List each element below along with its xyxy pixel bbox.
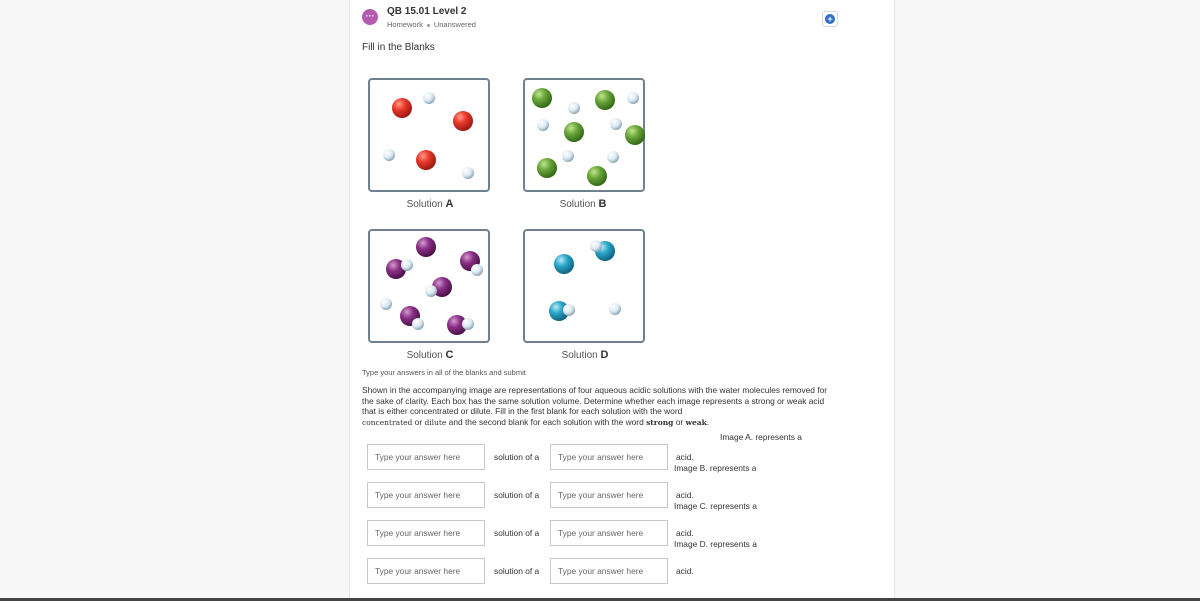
answer-c-concentration-input[interactable] <box>367 520 485 546</box>
acid-anion-sphere <box>587 166 607 186</box>
hydronium-sphere <box>537 119 549 131</box>
acid-anion-sphere <box>392 98 412 118</box>
row-a-suffix: acid. <box>676 452 694 462</box>
hydronium-sphere <box>607 151 619 163</box>
solution-c-molecules <box>370 231 490 343</box>
acid-anion-sphere <box>416 150 436 170</box>
solution-d-prefix: Solution <box>561 350 598 361</box>
solution-b-label <box>521 198 645 210</box>
question-title: QB 15.01 Level 2 <box>387 6 467 17</box>
image-d-label: Image D. represents a <box>674 539 757 549</box>
hydronium-sphere <box>568 102 580 114</box>
acid-hydrogen-sphere <box>401 259 413 271</box>
plus-icon: + <box>825 14 835 24</box>
acid-hydrogen-sphere <box>462 318 474 330</box>
instruction-text: Type your answers in all of the blanks and submit <box>362 368 526 377</box>
answer-d-concentration-input[interactable] <box>367 558 485 584</box>
acid-anion-sphere <box>453 111 473 131</box>
hydronium-sphere <box>380 298 392 310</box>
word-weak: weak <box>685 417 707 427</box>
word-dilute: dilute <box>424 417 447 427</box>
word-strong: strong <box>646 417 674 427</box>
solution-a-image <box>368 78 490 192</box>
answer-a-strength-input[interactable] <box>550 444 668 470</box>
acid-anion-sphere <box>537 158 557 178</box>
acid-hydrogen-sphere <box>412 318 424 330</box>
row-d-suffix: acid. <box>676 566 694 576</box>
answer-c-strength-input[interactable] <box>550 520 668 546</box>
row-c-suffix: acid. <box>676 528 694 538</box>
row-b-middle-text: solution of a <box>494 490 540 500</box>
acid-molecule-sphere <box>416 237 436 257</box>
question-category: Homework <box>387 20 423 29</box>
acid-anion-sphere <box>564 122 584 142</box>
question-status: Unanswered <box>433 20 476 29</box>
row-c-middle-text: solution of a <box>494 528 540 538</box>
solution-a-letter: A <box>445 198 454 210</box>
word-concentrated: concentrated <box>362 417 413 427</box>
answer-b-concentration-input[interactable] <box>367 482 485 508</box>
acid-hydrogen-sphere <box>563 304 575 316</box>
hydronium-sphere <box>383 149 395 161</box>
paragraph-end: . <box>706 416 710 427</box>
hydronium-sphere <box>423 92 435 104</box>
acid-hydrogen-sphere <box>425 285 437 297</box>
solution-c-prefix: Solution <box>406 350 443 361</box>
hydronium-sphere <box>609 303 621 315</box>
image-c-label: Image C. represents a <box>674 501 757 511</box>
solution-c-letter: C <box>445 349 454 361</box>
answer-d-strength-input[interactable] <box>550 558 668 584</box>
solution-d-image <box>523 229 645 343</box>
answer-a-concentration-input[interactable] <box>367 444 485 470</box>
row-d-middle-text: solution of a <box>494 566 540 576</box>
acid-anion-sphere <box>595 90 615 110</box>
acid-anion-sphere <box>625 125 645 145</box>
solution-a-label <box>368 198 492 210</box>
paragraph-or: or <box>412 416 425 427</box>
add-button[interactable] <box>822 11 838 27</box>
solution-d-label <box>523 349 647 361</box>
side-pane <box>852 0 895 601</box>
acid-molecule-sphere <box>554 254 574 274</box>
hydronium-sphere <box>562 150 574 162</box>
solution-b-prefix: Solution <box>559 199 596 210</box>
image-b-label: Image B. represents a <box>674 463 757 473</box>
answer-b-strength-input[interactable] <box>550 482 668 508</box>
avatar-glyph: ··· <box>365 11 375 21</box>
solution-d-letter: D <box>600 349 609 361</box>
paragraph-body: Shown in the accompanying image are representations of four aqueous acidic solutions with the water molecules removed for the sake of clarity. Each box has the same solution volume. Determine whether each image represents a strong or weak acid that is either concentrated or dilute. Fill in the first blank for each solution with the word <box>362 385 828 416</box>
solution-a-molecules <box>370 80 490 192</box>
solution-b-image <box>523 78 645 192</box>
row-a-middle-text: solution of a <box>494 452 540 462</box>
solution-c-label <box>368 349 492 361</box>
solution-b-molecules <box>525 80 645 192</box>
solution-c-image <box>368 229 490 343</box>
row-b-suffix: acid. <box>676 490 694 500</box>
separator-dot-icon <box>427 24 430 27</box>
question-paragraph <box>362 385 837 428</box>
acid-hydrogen-sphere <box>471 264 483 276</box>
section-title: Fill in the Blanks <box>362 42 435 53</box>
solution-b-letter: B <box>598 198 607 210</box>
solution-a-prefix: Solution <box>406 199 443 210</box>
question-avatar-icon <box>362 9 378 25</box>
hydronium-sphere <box>462 167 474 179</box>
image-a-label: Image A. represents a <box>720 432 802 442</box>
paragraph-middle: and the second blank for each solution with the word <box>446 416 647 427</box>
question-meta <box>387 20 476 29</box>
hydronium-sphere <box>627 92 639 104</box>
paragraph-or: or <box>673 416 686 427</box>
acid-hydrogen-sphere <box>590 240 602 252</box>
acid-anion-sphere <box>532 88 552 108</box>
hydronium-sphere <box>610 118 622 130</box>
solution-d-molecules <box>525 231 645 343</box>
